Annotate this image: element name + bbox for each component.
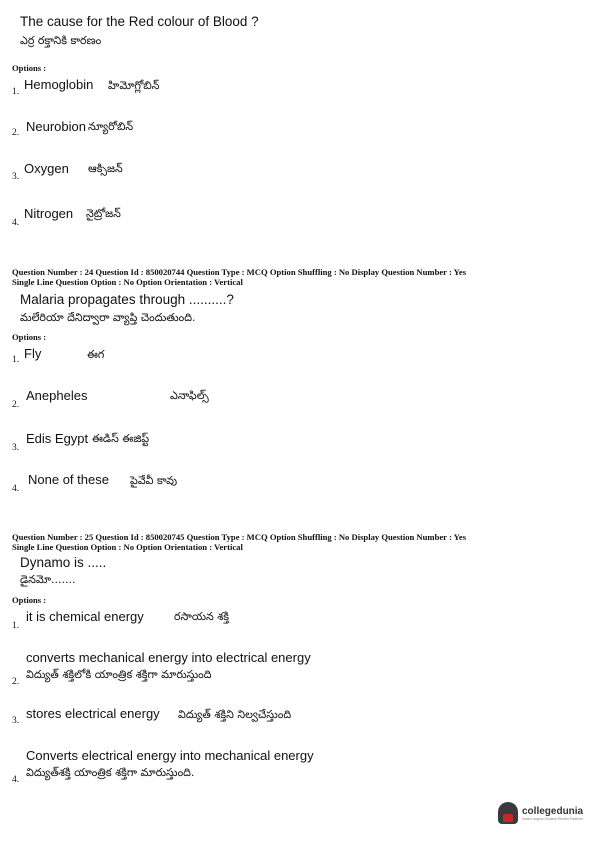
question-meta: Single Line Question Option : No Option Orientation : Vertical [12,542,243,552]
option-text-telugu: రసాయన శక్తి [174,610,230,623]
options-label: Options : [12,332,47,342]
question-text-telugu: ఎర్ర రక్తానికి కారణం [20,34,102,47]
option-number: 4. [12,484,20,494]
option-text: Anepheles [26,388,88,403]
option-number: 1. [12,621,20,631]
option-text: Nitrogen [24,206,74,221]
option-number: 3. [12,716,20,726]
option-text: Edis Egypt [26,431,89,446]
option-text-telugu: ఈడిస్ ఈజిప్ట్ [92,432,150,445]
question-meta: Single Line Question Option : No Option Orientation : Vertical [12,277,243,287]
option-text: Hemoglobin [24,77,94,92]
question-meta: Question Number : 24 Question Id : 850020744 Question Type : MCQ Option Shuffling : No Display Question Number : Yes [12,267,467,277]
option-text: converts mechanical energy into electrical energy [26,650,311,665]
option-text: None of these [28,472,109,487]
option-number: 2. [12,400,20,410]
option-text-telugu: న్యూరోబిన్ [88,120,134,133]
option-number: 3. [12,443,20,453]
option-text-telugu: నైట్రోజన్ [86,207,121,220]
options-label: Options : [12,595,47,605]
question-text-telugu: మలేరియా దేనిద్వారా వ్యాప్తి చెందుతుంది. [20,311,196,324]
option-text-telugu: హిమోగ్లోబిన్ [108,79,160,92]
logo-name: collegedunia [522,805,584,817]
question-text: Dynamo is ..... [20,555,107,570]
question-text: The cause for the Red colour of Blood ? [20,14,259,29]
option-text: Oxygen [24,161,69,176]
logo-tagline: India's largest Student Review Platform [522,816,583,821]
question-text-telugu: డైనమో....... [20,573,76,586]
option-text: Fly [24,346,42,361]
option-text-telugu: ఈగ [87,348,105,361]
option-text: Converts electrical energy into mechanical energy [26,748,314,763]
option-text: stores electrical energy [26,706,160,721]
option-number: 2. [12,677,20,687]
option-number: 4. [12,775,20,785]
option-text-telugu: విద్యుత్ శక్తిని నిల్వచేస్తుంది [178,708,292,721]
option-number: 2. [12,128,20,138]
option-text-telugu: ఆక్సిజన్ [88,162,123,175]
option-number: 3. [12,172,20,182]
question-text: Malaria propagates through ..........? [20,292,234,307]
collegedunia-logo [498,802,583,824]
option-text-telugu: ఎనాఫిల్స్ [170,389,209,402]
option-text-telugu: విద్యుత్‌శక్తి యాంత్రిక శక్తిగా మారుస్తుంది. [26,766,195,779]
question-meta: Question Number : 25 Question Id : 850020745 Question Type : MCQ Option Shuffling : No Display Question Number : Yes [12,532,467,542]
option-number: 1. [12,87,20,97]
graduate-mascot-icon [498,802,518,824]
option-number: 1. [12,355,20,365]
option-text: it is chemical energy [26,609,144,624]
option-number: 4. [12,218,20,228]
option-text-telugu: విద్యుత్ శక్తిలోకి యాంత్రిక శక్తిగా మారుస్తుంది [26,668,212,681]
option-text: Neurobion [26,119,86,134]
option-text-telugu: పైవేవీ కావు [130,474,178,487]
options-label: Options : [12,63,47,73]
